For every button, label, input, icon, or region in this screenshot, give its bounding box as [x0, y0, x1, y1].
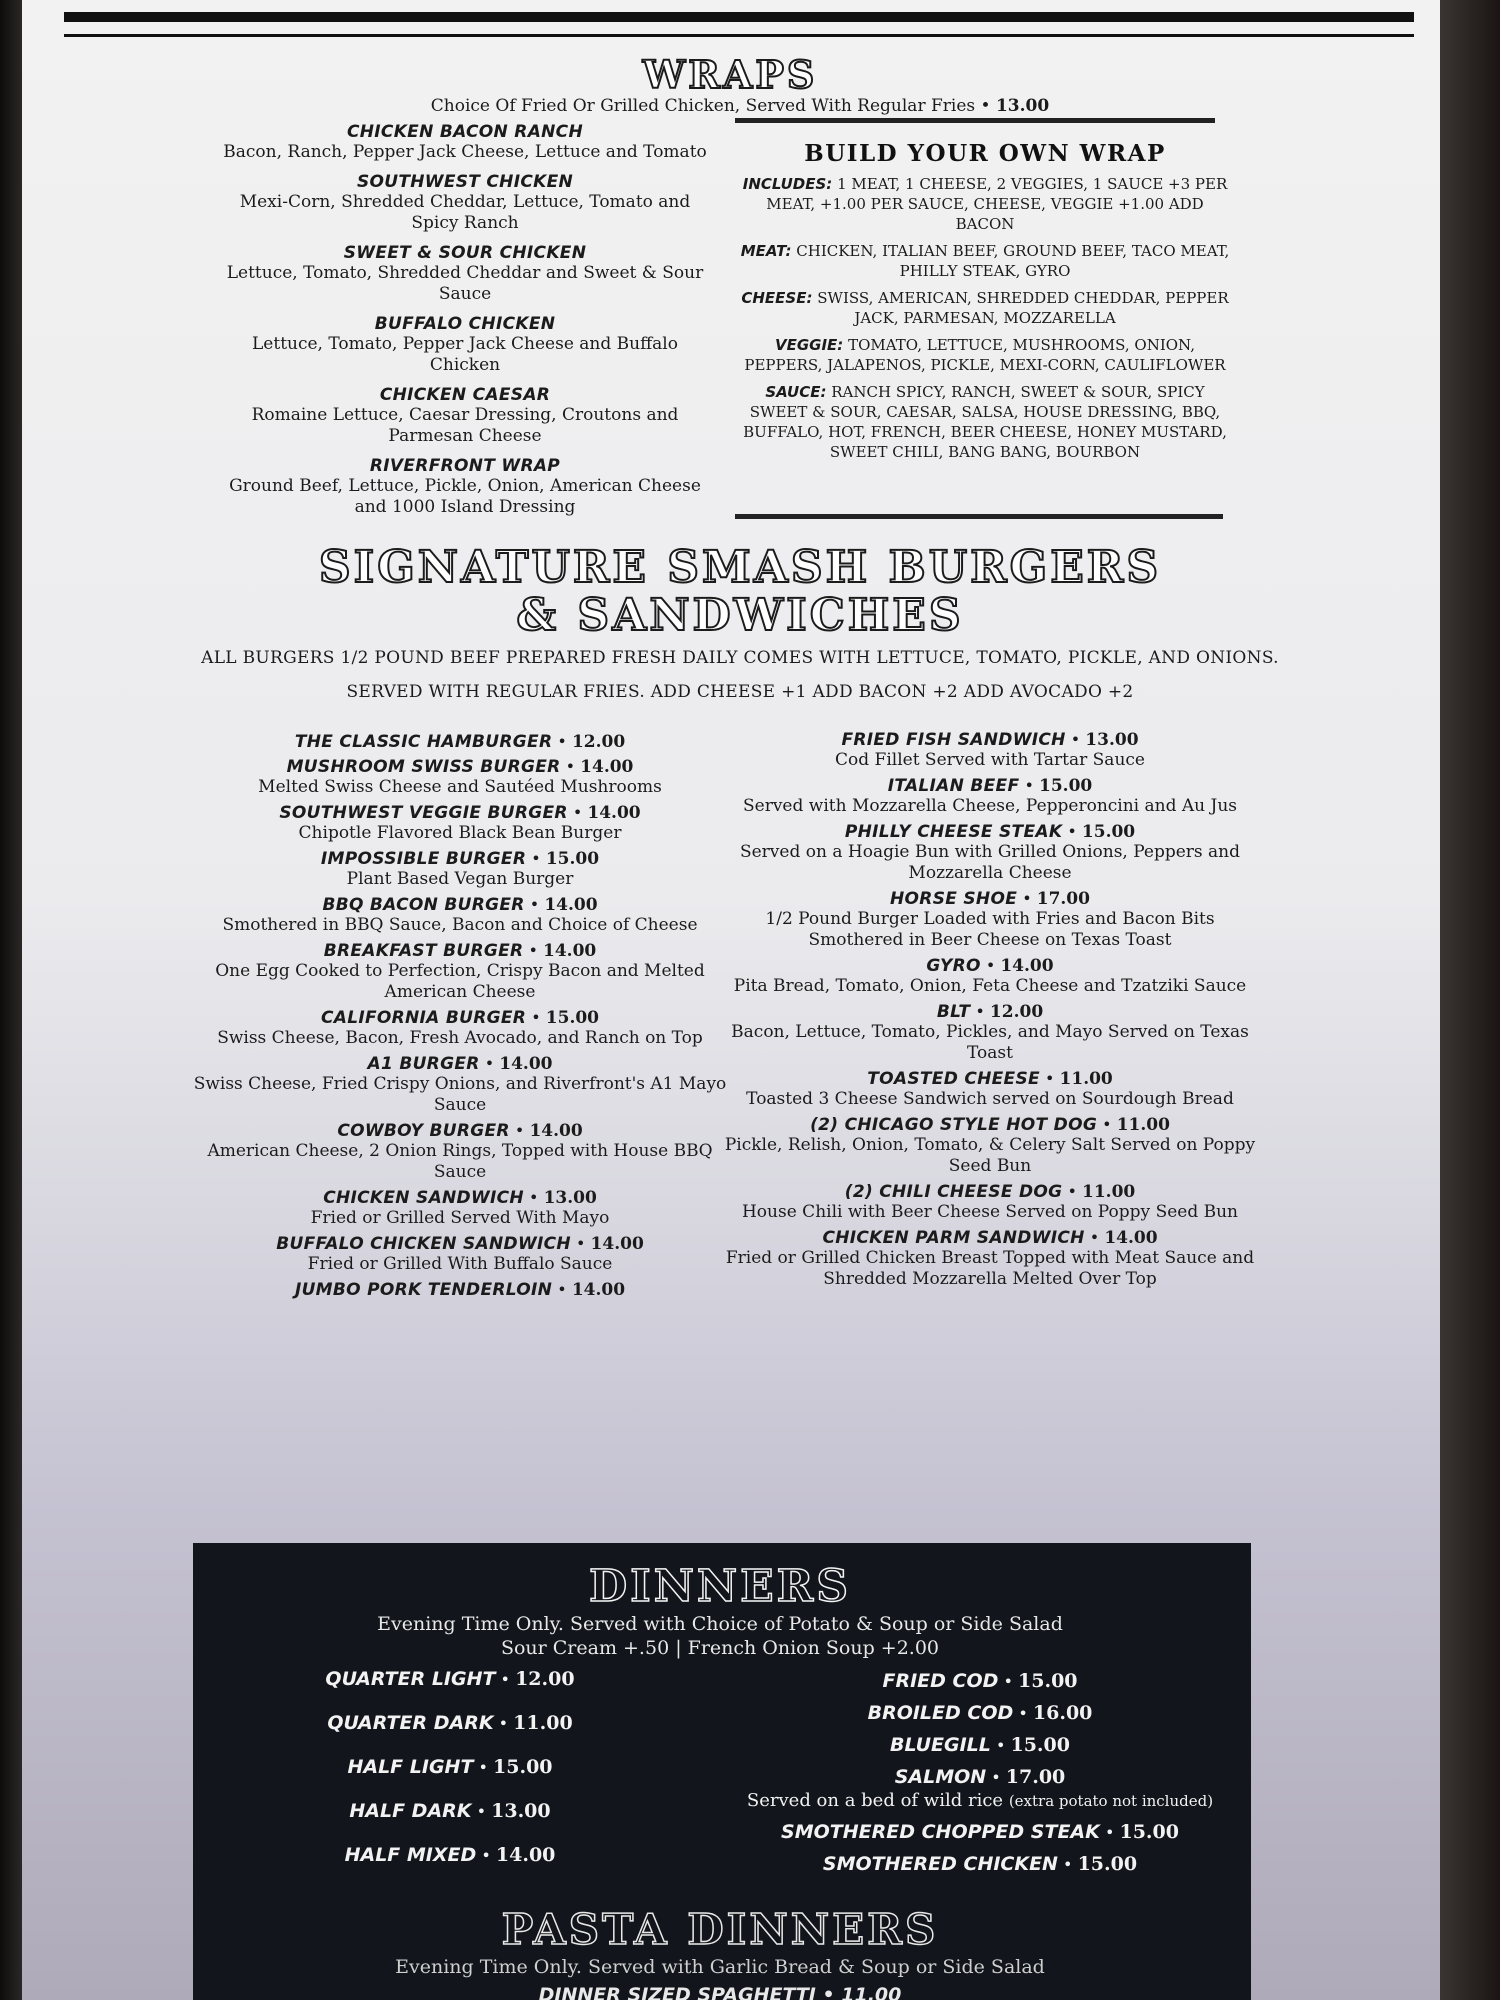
menu-item-name: HORSE SHOE: [890, 889, 1018, 909]
menu-item-heading: BBQ BACON BURGER • 14.00: [322, 895, 598, 915]
wrap-item-name: RIVERFRONT WRAP: [369, 456, 561, 476]
menu-item-heading: TOASTED CHEESE • 11.00: [867, 1069, 1113, 1089]
pasta-subtitle: Evening Time Only. Served with Garlic Bread & Soup or Side Salad: [395, 1956, 1045, 1978]
menu-item-price: 14.00: [580, 757, 634, 777]
build-wrap-top-bar: [735, 118, 1215, 123]
menu-item-price: 14.00: [544, 895, 598, 915]
dinner-item-name: QUARTER DARK: [327, 1712, 494, 1734]
wraps-title: WRAPS: [642, 52, 818, 97]
salmon-note-text: Served on a bed of wild rice: [746, 1790, 1004, 1811]
wrap-item-desc: Mexi-Corn, Shredded Cheddar, Lettuce, Tomato and Spicy Ranch: [239, 192, 691, 233]
menu-item-name: (2) CHICAGO STYLE HOT DOG: [810, 1115, 1098, 1135]
menu-item: [190, 1008, 730, 1049]
menu-item: [720, 1115, 1260, 1177]
wrap-item: [220, 172, 710, 234]
menu-item: [190, 1121, 730, 1183]
menu-item-price: 17.00: [1036, 889, 1090, 909]
dinner-item: FRIED COD • 15.00: [882, 1670, 1078, 1692]
menu-item-heading: BLT • 12.00: [936, 1002, 1044, 1022]
menu-item-name: MUSHROOM SWISS BURGER: [286, 757, 561, 777]
signature-title-line1: SIGNATURE SMASH BURGERS: [318, 542, 1162, 593]
dinner-item-price: 16.00: [1032, 1702, 1093, 1724]
menu-item-desc: Bacon, Lettuce, Tomato, Pickles, and Mayo Served on Texas Toast: [731, 1022, 1249, 1063]
wrap-item: [220, 385, 710, 447]
menu-item-heading: PHILLY CHEESE STEAK • 15.00: [844, 822, 1136, 842]
menu-item-heading: THE CLASSIC HAMBURGER • 12.00: [294, 732, 626, 752]
menu-item-desc: Served with Mozzarella Cheese, Pepperoncini and Au Jus: [742, 796, 1238, 816]
menu-item-name: BLT: [936, 1002, 971, 1022]
dinner-item: HALF DARK • 13.00: [349, 1800, 551, 1822]
build-wrap-row-text: 1 MEAT, 1 CHEESE, 2 VEGGIES, 1 SAUCE +3 PER MEAT, +1.00 PER SAUCE, CHEESE, VEGGIE +1.00 ADD BACON: [766, 175, 1228, 233]
dinner-item-name: HALF MIXED: [344, 1844, 477, 1866]
menu-item-heading: MUSHROOM SWISS BURGER • 14.00: [286, 757, 634, 777]
wrap-item: [220, 122, 710, 163]
dinner-item-name: FRIED COD: [882, 1670, 999, 1692]
menu-item-name: TOASTED CHEESE: [867, 1069, 1040, 1089]
wrap-item: [220, 314, 710, 376]
menu-item-desc: Fried or Grilled Served With Mayo: [310, 1208, 610, 1228]
menu-item-price: 12.00: [571, 732, 626, 752]
menu-item-name: A1 BURGER: [367, 1054, 480, 1074]
dinner-item-name: QUARTER LIGHT: [325, 1668, 496, 1690]
menu-item-price: 11.00: [1116, 1115, 1170, 1135]
dinner-item-name: SMOTHERED CHICKEN: [822, 1853, 1058, 1875]
dinner-item-price: 15.00: [1119, 1821, 1179, 1843]
menu-item-heading: IMPOSSIBLE BURGER • 15.00: [320, 849, 600, 869]
menu-item-name: GYRO: [926, 956, 981, 976]
wraps-price: 13.00: [995, 96, 1050, 116]
menu-sleeve-left-edge: [0, 0, 22, 2000]
dinner-item: HALF MIXED • 14.00: [344, 1844, 556, 1866]
menu-item-heading: HORSE SHOE • 17.00: [890, 889, 1090, 909]
menu-item-name: PHILLY CHEESE STEAK: [844, 822, 1063, 842]
menu-item-heading: JUMBO PORK TENDERLOIN • 14.00: [294, 1280, 626, 1300]
menu-item-name: CHICKEN PARM SANDWICH: [822, 1228, 1085, 1248]
menu-item: [190, 1188, 730, 1229]
menu-item-price: 15.00: [1081, 822, 1136, 842]
menu-item-name: BUFFALO CHICKEN SANDWICH: [276, 1234, 571, 1254]
menu-item-price: 14.00: [543, 941, 597, 961]
wrap-item-name: BUFFALO CHICKEN: [374, 314, 556, 334]
dinner-item-name: BLUEGILL: [890, 1734, 991, 1756]
menu-item-desc: Fried or Grilled Chicken Breast Topped with Meat Sauce and Shredded Mozzarella Melted Over Top: [725, 1248, 1255, 1289]
menu-item-heading: FRIED FISH SANDWICH • 13.00: [841, 730, 1139, 750]
dinner-item-price: 17.00: [1005, 1766, 1066, 1788]
menu-item-name: SOUTHWEST VEGGIE BURGER: [279, 803, 568, 823]
menu-item-name: ITALIAN BEEF: [887, 776, 1020, 796]
menu-item-heading: CALIFORNIA BURGER • 15.00: [320, 1008, 600, 1028]
burgers-right-column: [720, 730, 1260, 1295]
dinner-item: SALMON • 17.00: [894, 1766, 1066, 1788]
menu-item-price: 11.00: [1082, 1182, 1136, 1202]
dinners-subtitle-2: Sour Cream +.50 | French Onion Soup +2.00: [500, 1637, 940, 1659]
dinner-item: QUARTER LIGHT • 12.00: [325, 1668, 575, 1690]
menu-item-heading: CHICKEN SANDWICH • 13.00: [323, 1188, 597, 1208]
menu-item-price: 14.00: [571, 1280, 626, 1300]
dinners-subtitle-1: Evening Time Only. Served with Choice of Potato & Soup or Side Salad: [377, 1613, 1063, 1635]
build-wrap-row: [740, 174, 1230, 234]
dinner-item: SMOTHERED CHOPPED STEAK • 15.00: [781, 1821, 1179, 1843]
menu-item-price: 15.00: [545, 1008, 600, 1028]
wrap-item: [220, 456, 710, 518]
dinners-right-column: [720, 1670, 1240, 1885]
menu-item-desc: Chipotle Flavored Black Bean Burger: [298, 823, 622, 843]
menu-item: [190, 895, 730, 936]
wrap-item-desc: Ground Beef, Lettuce, Pickle, Onion, American Cheese and 1000 Island Dressing: [229, 476, 701, 517]
wrap-item: [220, 243, 710, 305]
build-wrap-row: [740, 288, 1230, 328]
build-wrap-row-text: RANCH SPICY, RANCH, SWEET & SOUR, SPICY SWEET & SOUR, CAESAR, SALSA, HOUSE DRESSING, BBQ, BUFFALO, HOT, FRENCH, BEER CHEESE, HONEY MUSTARD, SWEET CHILI, BANG BANG, BOURBON: [743, 383, 1227, 461]
menu-item-name: BBQ BACON BURGER: [322, 895, 525, 915]
wrap-item-name: SWEET & SOUR CHICKEN: [343, 243, 587, 263]
menu-item-heading: A1 BURGER • 14.00: [367, 1054, 553, 1074]
salmon-note-small: (extra potato not included): [1008, 1792, 1214, 1810]
build-wrap-row-label: CHEESE:: [741, 289, 813, 307]
menu-item-desc: Swiss Cheese, Bacon, Fresh Avocado, and Ranch on Top: [217, 1028, 703, 1048]
dinner-item-price: 14.00: [495, 1844, 556, 1866]
menu-item-heading: (2) CHICAGO STYLE HOT DOG • 11.00: [810, 1115, 1170, 1135]
build-wrap-row-text: SWISS, AMERICAN, SHREDDED CHEDDAR, PEPPER JACK, PARMESAN, MOZZARELLA: [817, 289, 1229, 327]
menu-item: [190, 1054, 730, 1116]
menu-item-heading: BREAKFAST BURGER • 14.00: [323, 941, 597, 961]
menu-item: [190, 941, 730, 1003]
wrap-item-desc: Lettuce, Tomato, Shredded Cheddar and Sweet & Sour Sauce: [226, 263, 704, 304]
menu-item-desc: 1/2 Pound Burger Loaded with Fries and Bacon Bits Smothered in Beer Cheese on Texas Toast: [765, 909, 1215, 950]
dinner-item-price: 11.00: [513, 1712, 573, 1734]
menu-item-name: IMPOSSIBLE BURGER: [320, 849, 527, 869]
menu-item-desc: Plant Based Vegan Burger: [346, 869, 574, 889]
menu-item-heading: (2) CHILI CHEESE DOG • 11.00: [844, 1182, 1136, 1202]
menu-item-desc: Toasted 3 Cheese Sandwich served on Sourdough Bread: [746, 1089, 1234, 1109]
signature-title: [260, 544, 1220, 640]
wrap-item-name: CHICKEN CAESAR: [379, 385, 551, 405]
menu-item: [720, 822, 1260, 884]
dinner-item-price: 12.00: [515, 1668, 575, 1690]
menu-item-price: 15.00: [545, 849, 600, 869]
signature-subtitle-2: SERVED WITH REGULAR FRIES. ADD CHEESE +1 ADD BACON +2 ADD AVOCADO +2: [346, 682, 1134, 702]
build-wrap-row-label: SAUCE:: [765, 383, 827, 401]
wrap-item-desc: Bacon, Ranch, Pepper Jack Cheese, Lettuce and Tomato: [223, 142, 707, 162]
menu-item-name: BREAKFAST BURGER: [323, 941, 524, 961]
build-wrap-row: [740, 241, 1230, 281]
menu-item-heading: GYRO • 14.00: [926, 956, 1054, 976]
dinner-item-name: SMOTHERED CHOPPED STEAK: [781, 1821, 1100, 1843]
build-wrap-row-text: CHICKEN, ITALIAN BEEF, GROUND BEEF, TACO MEAT, PHILLY STEAK, GYRO: [796, 242, 1230, 280]
menu-item-price: 14.00: [587, 803, 641, 823]
dinner-item-name: HALF LIGHT: [347, 1756, 474, 1778]
wraps-subtitle-text: Choice Of Fried Or Grilled Chicken, Served With Regular Fries: [430, 96, 976, 116]
menu-item-name: CHICKEN SANDWICH: [323, 1188, 524, 1208]
wraps-subtitle: Choice Of Fried Or Grilled Chicken, Served With Regular Fries • 13.00: [430, 96, 1050, 116]
menu-item-desc: Fried or Grilled With Buffalo Sauce: [307, 1254, 613, 1274]
menu-item-price: 14.00: [1104, 1228, 1158, 1248]
build-wrap-row-label: INCLUDES:: [742, 175, 833, 193]
build-your-own-wrap: [740, 140, 1230, 462]
dinner-item: HALF LIGHT • 15.00: [347, 1756, 553, 1778]
build-wrap-row-text: TOMATO, LETTUCE, MUSHROOMS, ONION, PEPPERS, JALAPENOS, PICKLE, MEXI-CORN, CAULIFLOWER: [744, 336, 1226, 374]
build-wrap-bottom-bar: [735, 514, 1223, 519]
signature-subtitle-1: ALL BURGERS 1/2 POUND BEEF PREPARED FRESH DAILY COMES WITH LETTUCE, TOMATO, PICKLE, AND ONIONS.: [201, 648, 1279, 668]
menu-item: [190, 1234, 730, 1275]
menu-item: [720, 730, 1260, 771]
wrap-item-name: SOUTHWEST CHICKEN: [356, 172, 574, 192]
menu-item-price: 15.00: [1039, 776, 1093, 796]
menu-item-price: 11.00: [1059, 1069, 1113, 1089]
pasta-dinners-title: PASTA DINNERS: [501, 1905, 939, 1954]
salmon-note: [720, 1790, 1240, 1811]
menu-item-desc: One Egg Cooked to Perfection, Crispy Bacon and Melted American Cheese: [215, 961, 705, 1002]
menu-item-desc: House Chili with Beer Cheese Served on Poppy Seed Bun: [741, 1202, 1239, 1222]
menu-item-name: JUMBO PORK TENDERLOIN: [294, 1280, 553, 1300]
menu-item-heading: CHICKEN PARM SANDWICH • 14.00: [822, 1228, 1158, 1248]
wrap-item-desc: Lettuce, Tomato, Pepper Jack Cheese and Buffalo Chicken: [252, 334, 678, 375]
burgers-left-column: [190, 732, 730, 1305]
build-wrap-row-label: MEAT:: [740, 242, 792, 260]
build-wrap-row: [740, 335, 1230, 375]
menu-item: [720, 1182, 1260, 1223]
dinner-item: BROILED COD • 16.00: [867, 1702, 1093, 1724]
menu-item-heading: ITALIAN BEEF • 15.00: [887, 776, 1093, 796]
menu-item-price: 13.00: [543, 1188, 597, 1208]
menu-item-heading: COWBOY BURGER • 14.00: [337, 1121, 583, 1141]
dinners-title: DINNERS: [588, 1561, 852, 1612]
menu-item: [190, 757, 730, 798]
menu-item-desc: Pita Bread, Tomato, Onion, Feta Cheese and Tzatziki Sauce: [733, 976, 1247, 996]
pasta-first-item: DINNER SIZED SPAGHETTI • 11.00: [538, 1984, 902, 2000]
menu-item-desc: Swiss Cheese, Fried Crispy Onions, and Riverfront's A1 Mayo Sauce: [193, 1074, 727, 1115]
menu-item-desc: Smothered in BBQ Sauce, Bacon and Choice of Cheese: [222, 915, 698, 935]
menu-item: [190, 732, 730, 752]
dinner-item-price: 15.00: [1010, 1734, 1070, 1756]
menu-item: [190, 849, 730, 890]
menu-item-price: 12.00: [989, 1002, 1044, 1022]
menu-item-price: 14.00: [1000, 956, 1054, 976]
menu-item: [720, 776, 1260, 817]
menu-sleeve-right-edge: [1440, 0, 1500, 2000]
dinners-left-column: [290, 1668, 610, 1888]
dinner-item: QUARTER DARK • 11.00: [327, 1712, 573, 1734]
menu-item: [190, 803, 730, 844]
menu-item-desc: Cod Fillet Served with Tartar Sauce: [835, 750, 1145, 770]
menu-item: [720, 889, 1260, 951]
menu-item: [720, 1069, 1260, 1110]
menu-item-name: COWBOY BURGER: [337, 1121, 510, 1141]
build-wrap-title: BUILD YOUR OWN WRAP: [804, 140, 1166, 167]
dinner-item-name: SALMON: [894, 1766, 987, 1788]
wrap-item-name: CHICKEN BACON RANCH: [347, 122, 583, 142]
top-divider-thick: [64, 12, 1414, 22]
menu-item: [720, 1002, 1260, 1064]
dinner-item-price: 15.00: [1018, 1670, 1078, 1692]
signature-title-line2: & SANDWICHES: [516, 590, 964, 641]
wrap-item-desc: Romaine Lettuce, Caesar Dressing, Croutons and Parmesan Cheese: [251, 405, 679, 446]
menu-item-heading: BUFFALO CHICKEN SANDWICH • 14.00: [276, 1234, 644, 1254]
dinner-item-name: HALF DARK: [349, 1800, 472, 1822]
menu-item-desc: American Cheese, 2 Onion Rings, Topped with House BBQ Sauce: [207, 1141, 713, 1182]
menu-item-name: CALIFORNIA BURGER: [320, 1008, 527, 1028]
menu-item: [190, 1280, 730, 1300]
build-wrap-row-label: VEGGIE:: [775, 336, 844, 354]
menu-item-desc: Pickle, Relish, Onion, Tomato, & Celery Salt Served on Poppy Seed Bun: [724, 1135, 1256, 1176]
dinner-item-price: 13.00: [491, 1800, 551, 1822]
menu-item-price: 14.00: [590, 1234, 644, 1254]
top-divider-thin: [64, 34, 1414, 37]
dinner-item: BLUEGILL • 15.00: [890, 1734, 1070, 1756]
dinner-item-price: 15.00: [1077, 1853, 1138, 1875]
menu-item: [720, 1228, 1260, 1290]
dinner-item-price: 15.00: [493, 1756, 553, 1778]
menu-item-price: 14.00: [499, 1054, 553, 1074]
build-wrap-row: [740, 382, 1230, 462]
menu-item-desc: Melted Swiss Cheese and Sautéed Mushrooms: [258, 777, 662, 797]
menu-item-name: FRIED FISH SANDWICH: [841, 730, 1066, 750]
menu-item-price: 14.00: [529, 1121, 583, 1141]
menu-item-name: THE CLASSIC HAMBURGER: [294, 732, 553, 752]
menu-item-name: (2) CHILI CHEESE DOG: [844, 1182, 1063, 1202]
menu-item-desc: Served on a Hoagie Bun with Grilled Onions, Peppers and Mozzarella Cheese: [739, 842, 1241, 883]
menu-item-heading: SOUTHWEST VEGGIE BURGER • 14.00: [279, 803, 641, 823]
dinner-item-name: BROILED COD: [867, 1702, 1014, 1724]
dinner-item: SMOTHERED CHICKEN • 15.00: [822, 1853, 1138, 1875]
build-wrap-options: [740, 174, 1230, 462]
menu-item-price: 13.00: [1085, 730, 1139, 750]
menu-item: [720, 956, 1260, 997]
wraps-list: [220, 122, 710, 527]
